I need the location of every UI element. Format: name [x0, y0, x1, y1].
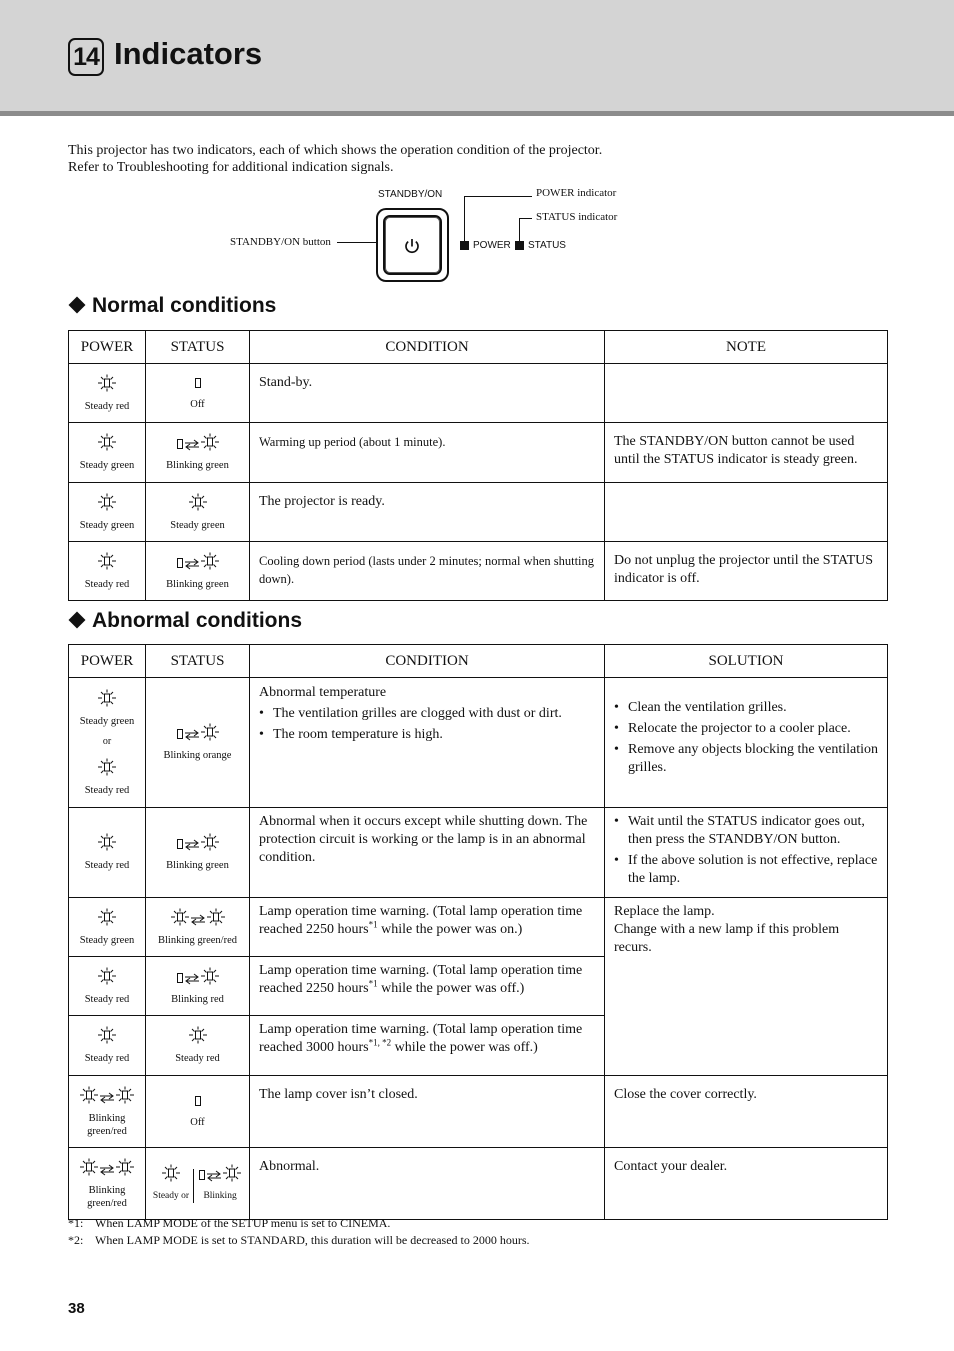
intro-text	[68, 142, 602, 176]
abnormal-conditions-heading: Abnormal conditions	[68, 608, 302, 634]
diamond-bullet-icon	[69, 297, 86, 314]
list-item: • Clean the ventilation grilles.	[614, 699, 878, 717]
table-row: Blinking green/red Off The lamp cover isn’t closed. Close the cover correctly.	[69, 1076, 888, 1148]
list-item: • Relocate the projector to a cooler place.	[614, 720, 878, 738]
list-item: • Remove any objects blocking the ventilation grilles.	[614, 741, 878, 777]
standby-top-label: STANDBY/ON	[378, 189, 443, 200]
table-row: Steady green or Steady red Blinking orange Abnormal temperature • The ventilation grilles are clogged with dust or dirt. • The room temperature is high. • Clean the ventilation grilles. • Relocate the projector to a cooler place. • Remove any objects blocking the ventilation grilles.	[69, 678, 888, 808]
blinking-two-color-indicator-icon	[79, 1086, 135, 1110]
normal-conditions-table	[68, 330, 888, 601]
lit-indicator-icon	[97, 433, 117, 457]
list-item: • The ventilation grilles are clogged with dust or dirt.	[259, 705, 595, 723]
footnote: *2: When LAMP MODE is set to STANDARD, this duration will be decreased to 2000 hours.	[68, 1233, 530, 1247]
lit-indicator-icon	[97, 552, 117, 576]
lit-indicator-icon	[97, 758, 117, 782]
status-indicator-text: STATUS	[528, 240, 566, 251]
column-header: STATUS	[146, 645, 250, 678]
status-indicator-label: STATUS indicator	[536, 211, 618, 223]
diamond-bullet-icon	[69, 612, 86, 629]
blinking-two-color-indicator-icon	[79, 1158, 135, 1182]
blinking-two-color-indicator-icon	[170, 908, 226, 932]
column-header: SOLUTION	[605, 645, 888, 678]
off-indicator-icon	[194, 1094, 202, 1114]
normal-conditions-heading: Normal conditions	[68, 293, 276, 319]
solution-list	[614, 813, 878, 888]
table-row: Steady red Blinking green Abnormal when it occurs except while shutting down. The protection circuit is working or the lamp is in an abnormal condition. • Wait until the STATUS indicator goes out, then press the STANDBY/ON button. • If the above solution is not effective, replace the lamp.	[69, 808, 888, 898]
intro-line-1: This projector has two indicators, each of which shows the operation condition of the projector.	[68, 143, 603, 158]
list-item: • If the above solution is not effective, replace the lamp.	[614, 852, 878, 888]
footnotes	[68, 1215, 530, 1249]
lit-indicator-icon	[97, 1026, 117, 1050]
blinking-indicator-icon	[176, 833, 220, 857]
blinking-indicator-icon	[198, 1164, 242, 1188]
power-indicator-text: POWER	[473, 240, 511, 251]
table-row: Steady green Blinking green/red Lamp operation time warning. (Total lamp operation time reached 2250 hours$^{*1}$ while the power was on.) Replace the lamp. Change with a new lamp if this problem recurs.	[69, 898, 888, 957]
lit-indicator-icon	[97, 833, 117, 857]
page-title: Indicators	[114, 36, 263, 71]
column-header: NOTE	[605, 331, 888, 364]
chapter-number: 14	[68, 38, 104, 76]
blinking-indicator-icon	[176, 967, 220, 991]
solution-list	[614, 699, 878, 777]
power-icon	[402, 236, 422, 256]
lit-indicator-icon	[97, 967, 117, 991]
intro-line-2: Refer to Troubleshooting for additional indication signals.	[68, 160, 394, 175]
blinking-indicator-icon	[176, 723, 220, 747]
table-row: Steady green Blinking green Warming up period (about 1 minute). The STANDBY/ON button cannot be used until the STATUS indicator is steady green.	[69, 423, 888, 483]
status-indicator-square	[515, 241, 524, 250]
table-row: Steady red Steady red Lamp operation time warning. (Total lamp operation time reached 3000 hours$^{*1, *2}$ while the power was off.)	[69, 1016, 888, 1076]
column-header: CONDITION	[250, 645, 605, 678]
table-row: Blinking green/red Steady or Blinking Abnormal. Contact your dealer.	[69, 1148, 888, 1220]
list-item: • The room temperature is high.	[259, 726, 595, 744]
blinking-indicator-icon	[176, 433, 220, 457]
abnormal-conditions-table	[68, 644, 888, 1220]
lit-indicator-icon	[97, 689, 117, 713]
table-header-row	[69, 645, 888, 678]
lit-indicator-icon	[97, 908, 117, 932]
table-header-row	[69, 331, 888, 364]
page-number: 38	[68, 1300, 85, 1317]
power-indicator-square	[460, 241, 469, 250]
lit-indicator-icon	[188, 493, 208, 517]
table-row: Steady red Blinking red Lamp operation time warning. (Total lamp operation time reached 2250 hours$^{*1}$ while the power was off.)	[69, 957, 888, 1016]
table-row: Steady red Off Stand-by.	[69, 364, 888, 423]
footnote: *1: When LAMP MODE of the SETUP menu is set to CINEMA.	[68, 1216, 391, 1230]
lit-indicator-icon	[188, 1026, 208, 1050]
lit-indicator-icon	[161, 1164, 181, 1188]
condition-list	[259, 705, 595, 744]
lit-indicator-icon	[97, 374, 117, 398]
power-indicator-label: POWER indicator	[536, 187, 617, 199]
lit-indicator-icon	[97, 493, 117, 517]
column-header: CONDITION	[250, 331, 605, 364]
list-item: • Wait until the STATUS indicator goes out, then press the STANDBY/ON button.	[614, 813, 878, 849]
standby-button-label: STANDBY/ON button	[230, 236, 331, 248]
off-indicator-icon	[194, 376, 202, 396]
column-header: POWER	[69, 331, 146, 364]
column-header: POWER	[69, 645, 146, 678]
table-row: Steady red Blinking green Cooling down period (lasts under 2 minutes; normal when shutting down). Do not unplug the projector until the STATUS indicator is off.	[69, 542, 888, 601]
table-row: Steady green Steady green The projector is ready.	[69, 483, 888, 542]
blinking-indicator-icon	[176, 552, 220, 576]
standby-leader-line	[337, 242, 377, 243]
header-rule	[0, 111, 954, 116]
column-header: STATUS	[146, 331, 250, 364]
